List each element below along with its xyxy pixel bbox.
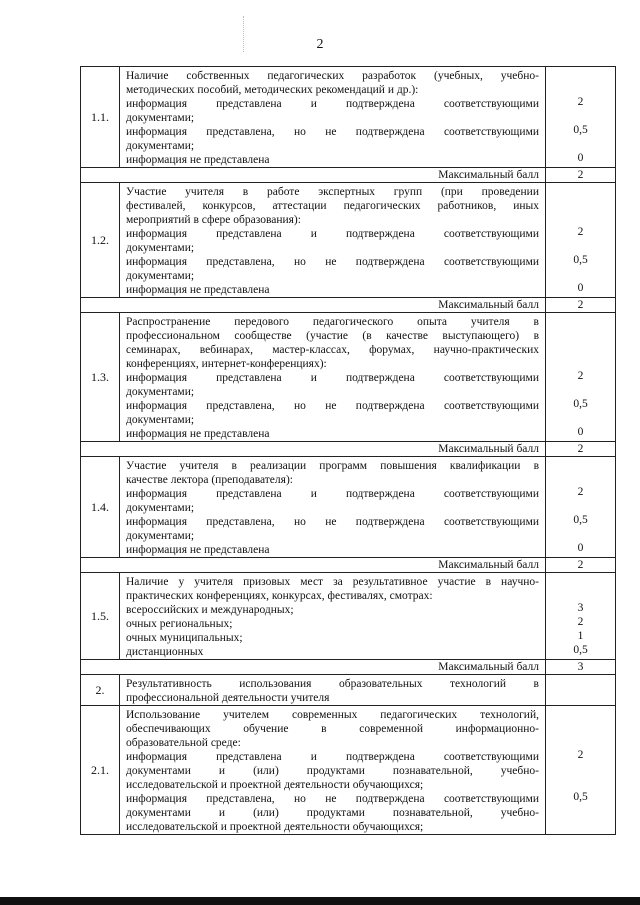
description-line: фестивалей, конкурсов, аттестации педагогических работников, иных — [126, 200, 539, 212]
score-value — [546, 341, 615, 355]
description-line: исследовательской и проектной деятельности обучающихся; — [126, 821, 424, 833]
criterion-row — [81, 457, 616, 558]
score-value: 0 — [577, 426, 584, 438]
score-value: 0,5 — [573, 254, 588, 266]
score-value: 2 — [577, 749, 584, 761]
description-line: очных муниципальных; — [126, 632, 243, 644]
max-score-row — [81, 558, 616, 573]
score-value: 2 — [577, 226, 584, 238]
score-value: 2 — [577, 96, 584, 108]
criterion-description — [120, 183, 546, 298]
description-line: семинарах, вебинарах, мастер-классах, форумах, научно-практических — [126, 344, 539, 356]
scan-bottom-edge — [0, 897, 640, 905]
score-value — [546, 197, 615, 211]
score-value — [546, 527, 615, 541]
description-line: Результативность использования образовательных технологий в — [126, 678, 539, 690]
score-value: 0,5 — [573, 398, 588, 410]
criterion-number: 1.4. — [81, 457, 120, 558]
description-line: информация представлена и подтверждена соответствующими — [126, 98, 539, 110]
max-score-value: 2 — [546, 168, 616, 183]
score-value — [546, 183, 615, 197]
max-score-value: 3 — [546, 660, 616, 675]
description-line: информация представлена и подтверждена соответствующими — [126, 488, 539, 500]
score-value: 0,5 — [573, 514, 588, 526]
score-value — [546, 355, 615, 369]
description-line: дистанционных — [126, 646, 204, 658]
score-value: 3 — [577, 602, 584, 614]
description-line: документами; — [126, 414, 195, 426]
score-value — [546, 720, 615, 734]
description-line: документами; — [126, 502, 195, 514]
criterion-number: 1.3. — [81, 313, 120, 442]
description-line: информация представлена, но не подтверждена соответствующими — [126, 400, 539, 412]
description-line: информация представлена, но не подтверждена соответствующими — [126, 256, 539, 268]
score-value: 2 — [577, 616, 584, 628]
criterion-number: 1.5. — [81, 573, 120, 660]
criterion-description — [120, 675, 546, 706]
score-value: 0,5 — [573, 124, 588, 136]
max-score-row — [81, 442, 616, 457]
score-value — [546, 776, 615, 790]
criteria-table — [80, 66, 616, 835]
description-line: Участие учителя в реализации программ повышения квалификации в — [126, 460, 539, 472]
criterion-number: 2.1. — [81, 706, 120, 835]
criterion-description — [120, 573, 546, 660]
description-line: документами; — [126, 242, 195, 254]
score-value — [546, 457, 615, 471]
score-value — [546, 411, 615, 425]
score-value: 0 — [577, 152, 584, 164]
score-value — [546, 239, 615, 253]
description-line: мероприятий в сфере образования): — [126, 214, 301, 226]
score-value — [546, 137, 615, 151]
description-line: информация представлена, но не подтверждена соответствующими — [126, 516, 539, 528]
max-score-value: 2 — [546, 558, 616, 573]
score-value — [546, 573, 615, 587]
max-score-label: Максимальный балл — [81, 660, 546, 675]
score-value — [546, 67, 615, 81]
criterion-row — [81, 183, 616, 298]
description-line: всероссийских и международных; — [126, 604, 294, 616]
description-line: профессиональной деятельности учителя — [126, 692, 330, 704]
score-value — [546, 313, 615, 327]
description-line: информация представлена и подтверждена соответствующими — [126, 228, 539, 240]
score-value — [546, 587, 615, 601]
criterion-row — [81, 675, 616, 706]
max-score-label: Максимальный балл — [81, 298, 546, 313]
max-score-label: Максимальный балл — [81, 558, 546, 573]
max-score-value: 2 — [546, 298, 616, 313]
criterion-scores — [546, 706, 616, 835]
description-line: Наличие собственных педагогических разработок (учебных, учебно- — [126, 70, 539, 82]
max-score-row — [81, 168, 616, 183]
score-value — [546, 327, 615, 341]
score-value — [546, 471, 615, 485]
criterion-scores — [546, 457, 616, 558]
criterion-row — [81, 67, 616, 168]
score-value — [546, 499, 615, 513]
criterion-row — [81, 573, 616, 660]
description-line: очных региональных; — [126, 618, 233, 630]
description-line: документами; — [126, 140, 195, 152]
description-line: Использование учителем современных педагогических технологий, — [126, 709, 539, 721]
score-value — [546, 211, 615, 225]
description-line: Распространение передового педагогического опыта учителя в — [126, 316, 539, 328]
max-score-row — [81, 660, 616, 675]
description-line: конференциях, интернет-конференциях): — [126, 358, 327, 370]
criterion-number: 2. — [81, 675, 120, 706]
score-value: 0 — [577, 542, 584, 554]
description-line: документами и (или) продуктами познавательной, учебно- — [126, 765, 539, 777]
description-line: информация не представлена — [126, 284, 270, 296]
score-value — [546, 383, 615, 397]
criterion-number: 1.1. — [81, 67, 120, 168]
description-line: документами; — [126, 112, 195, 124]
score-value — [546, 804, 615, 818]
score-value — [546, 706, 615, 720]
description-line: Участие учителя в работе экспертных групп (при проведении — [126, 186, 539, 198]
score-value: 2 — [577, 486, 584, 498]
score-value — [546, 689, 615, 703]
description-line: информация представлена, но не подтверждена соответствующими — [126, 793, 539, 805]
criterion-description — [120, 457, 546, 558]
score-value — [546, 675, 615, 689]
description-line: практических конференциях, конкурсах, фестивалях, смотрах: — [126, 590, 433, 602]
description-line: обеспечивающих обучение в современной информационно- — [126, 723, 539, 735]
criterion-scores — [546, 573, 616, 660]
description-line: образовательной среде: — [126, 737, 241, 749]
criterion-description — [120, 706, 546, 835]
criterion-scores — [546, 675, 616, 706]
score-value: 2 — [577, 370, 584, 382]
score-value — [546, 109, 615, 123]
description-line: документами; — [126, 270, 195, 282]
score-value: 1 — [577, 630, 584, 642]
max-score-value: 2 — [546, 442, 616, 457]
score-value — [546, 734, 615, 748]
description-line: профессиональном сообществе (участие (в качестве выступающего) в — [126, 330, 539, 342]
score-value: 0 — [577, 282, 584, 294]
criterion-scores — [546, 313, 616, 442]
max-score-row — [81, 298, 616, 313]
description-line: информация не представлена — [126, 428, 270, 440]
criterion-row — [81, 706, 616, 835]
criterion-row — [81, 313, 616, 442]
criterion-description — [120, 67, 546, 168]
criterion-description — [120, 313, 546, 442]
score-value: 0,5 — [573, 791, 588, 803]
description-line: документами; — [126, 386, 195, 398]
description-line: методических пособий, методических рекомендаций и др.): — [126, 84, 419, 96]
criterion-scores — [546, 67, 616, 168]
score-value — [546, 81, 615, 95]
criterion-number: 1.2. — [81, 183, 120, 298]
description-line: информация представлена и подтверждена соответствующими — [126, 751, 539, 763]
score-value — [546, 818, 615, 832]
description-line: информация представлена и подтверждена соответствующими — [126, 372, 539, 384]
score-value — [546, 762, 615, 776]
description-line: информация не представлена — [126, 154, 270, 166]
description-line: Наличие у учителя призовых мест за результативное участие в научно- — [126, 576, 539, 588]
description-line: информация представлена, но не подтверждена соответствующими — [126, 126, 539, 138]
description-line: качестве лектора (преподавателя): — [126, 474, 293, 486]
score-value: 0,5 — [573, 644, 588, 656]
max-score-label: Максимальный балл — [81, 168, 546, 183]
page-number: 2 — [316, 37, 324, 52]
criterion-scores — [546, 183, 616, 298]
description-line: документами и (или) продуктами познавательной, учебно- — [126, 807, 539, 819]
description-line: исследовательской и проектной деятельности обучающихся; — [126, 779, 424, 791]
description-line: информация не представлена — [126, 544, 270, 556]
description-line: документами; — [126, 530, 195, 542]
score-value — [546, 267, 615, 281]
max-score-label: Максимальный балл — [81, 442, 546, 457]
